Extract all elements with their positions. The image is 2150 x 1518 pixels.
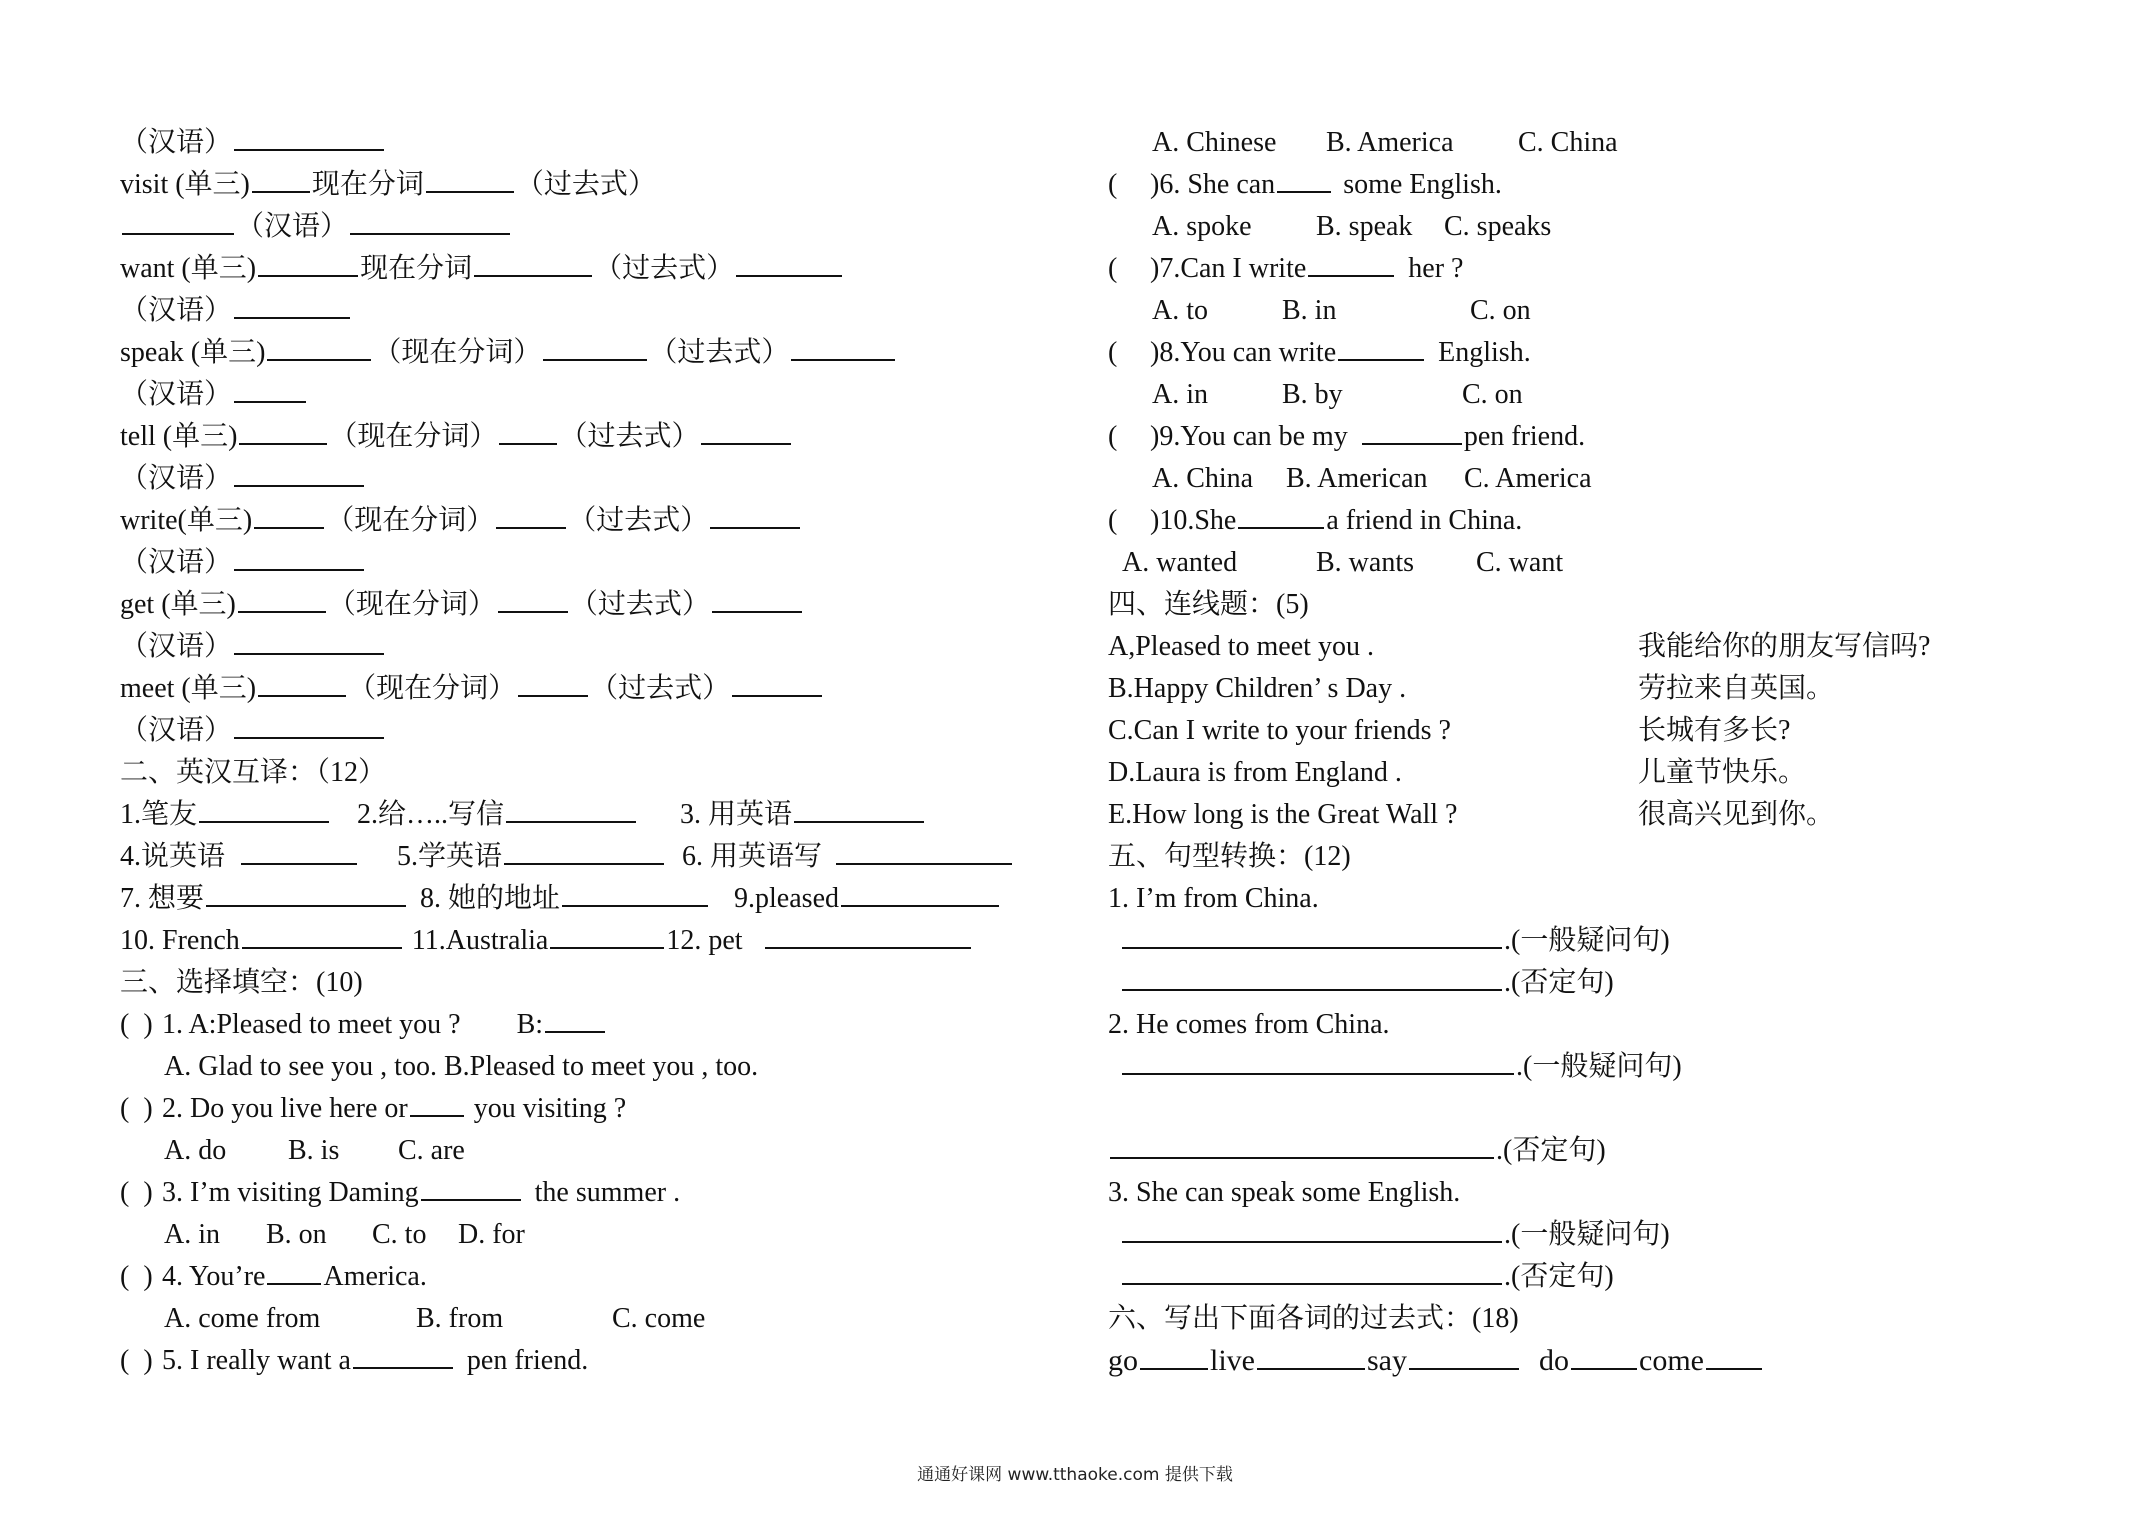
answer-blank[interactable]	[1409, 1342, 1519, 1370]
answer-blank[interactable]	[496, 501, 566, 529]
right-column	[1108, 122, 2108, 1382]
sentence: 3. She can speak some English.	[1108, 1177, 1461, 1208]
answer-blank[interactable]	[426, 165, 514, 193]
answer-blank[interactable]	[199, 795, 329, 823]
answer-blank[interactable]	[562, 879, 708, 907]
word-line: meet (单三) （现在分词） （过去式）	[120, 668, 1050, 710]
answer-blank[interactable]	[543, 333, 647, 361]
paren-close: )	[143, 1345, 153, 1376]
answer-blank[interactable]	[765, 921, 971, 949]
answer-blank[interactable]	[545, 1005, 605, 1033]
answer-blank[interactable]	[267, 333, 371, 361]
answer-blank[interactable]	[498, 585, 568, 613]
paren-close: )	[143, 1177, 153, 1208]
answer-blank[interactable]	[1140, 1342, 1208, 1370]
options: A. spoke B. speak C. speaks	[1152, 211, 1552, 242]
options: A. do B. is C. are	[164, 1135, 465, 1166]
word-line: （汉语）	[120, 458, 1050, 500]
section-title: 四、连线题：(5)	[1108, 589, 1309, 620]
translation-row: 4.说英语 5.学英语 6. 用英语写	[120, 836, 1050, 878]
answer-blank[interactable]	[1308, 249, 1394, 277]
options: A. Chinese B. America C. China	[1152, 127, 1618, 158]
question-6: ( )6. She can some English.	[1108, 164, 2108, 206]
answer-blank[interactable]	[1706, 1342, 1762, 1370]
answer-blank[interactable]	[794, 795, 924, 823]
past-tense-row: go live say do come	[1108, 1340, 2108, 1382]
answer-blank[interactable]	[252, 165, 310, 193]
answer-blank[interactable]	[841, 879, 999, 907]
translation-row: 7. 想要 8. 她的地址 9.pleased	[120, 878, 1050, 920]
match-row: E.How long is the Great Wall ? 很高兴见到你。	[1108, 799, 1835, 830]
transform-line: .(否定句)	[1108, 962, 2108, 1004]
word-line: （汉语）	[120, 626, 1050, 668]
answer-blank[interactable]	[234, 459, 364, 487]
answer-blank[interactable]	[1110, 1131, 1494, 1159]
section-title: 二、英汉互译：（12）	[120, 757, 387, 788]
answer-blank[interactable]	[1122, 921, 1502, 949]
options: A. in B. on C. to D. for	[164, 1219, 525, 1250]
answer-blank[interactable]	[206, 879, 406, 907]
left-column	[120, 122, 1050, 1382]
answer-blank[interactable]	[791, 333, 895, 361]
match-row: C.Can I write to your friends ? 长城有多长?	[1108, 715, 1791, 746]
word-line: visit (单三) 现在分词 （过去式）	[120, 164, 1050, 206]
answer-blank[interactable]	[1277, 165, 1331, 193]
answer-blank[interactable]	[499, 417, 557, 445]
answer-blank[interactable]	[254, 501, 324, 529]
answer-blank[interactable]	[1238, 501, 1324, 529]
translation-row: 10. French 11.Australia 12. pet	[120, 920, 1050, 962]
options: A. to B. in C. on	[1152, 295, 1531, 326]
section-title: 三、选择填空：(10)	[120, 967, 363, 998]
answer-blank[interactable]	[421, 1173, 521, 1201]
sentence: 1. I’m from China.	[1108, 883, 1319, 914]
answer-blank[interactable]	[258, 669, 346, 697]
match-row: B.Happy Children’ s Day . 劳拉来自英国。	[1108, 673, 1835, 704]
paren-close: )	[143, 1093, 153, 1124]
transform-line: .(否定句)	[1108, 1256, 2108, 1298]
paren-close: )	[143, 1009, 153, 1040]
question-2: ( ) 2. Do you live here or you visiting ?	[120, 1088, 1050, 1130]
question-9: ( )9.You can be my pen friend.	[1108, 416, 2108, 458]
transform-line: .(否定句)	[1108, 1130, 2108, 1172]
translation-row: 1.笔友 2.给…..写信 3. 用英语	[120, 794, 1050, 836]
answer-blank[interactable]	[234, 543, 364, 571]
spacer	[1108, 1088, 2108, 1130]
answer-blank[interactable]	[234, 291, 350, 319]
question-7: ( )7.Can I write her ?	[1108, 248, 2108, 290]
answer-blank[interactable]	[122, 207, 234, 235]
answer-blank[interactable]	[234, 627, 384, 655]
word-line: （汉语）	[120, 542, 1050, 584]
answer-blank[interactable]	[234, 123, 384, 151]
answer-blank[interactable]	[234, 375, 306, 403]
word-line: tell (单三) （现在分词） （过去式）	[120, 416, 1050, 458]
answer-blank[interactable]	[732, 669, 822, 697]
question-8: ( )8.You can write English.	[1108, 332, 2108, 374]
footer: 通通好课网 www.tthaoke.com 提供下载	[917, 1465, 1233, 1485]
answer-blank[interactable]	[234, 711, 384, 739]
answer-blank[interactable]	[518, 669, 588, 697]
match-row: D.Laura is from England . 儿童节快乐。	[1108, 757, 1807, 788]
word-line: write(单三) （现在分词） （过去式）	[120, 500, 1050, 542]
word-line: （汉语）	[120, 290, 1050, 332]
answer-blank[interactable]	[504, 837, 664, 865]
answer-blank[interactable]	[1338, 333, 1424, 361]
question-1: ( ) 1. A:Pleased to meet you ? B:	[120, 1004, 1050, 1046]
transform-line: .(一般疑问句)	[1108, 920, 2108, 962]
word-line: （汉语）	[120, 206, 1050, 248]
transform-line: .(一般疑问句)	[1108, 1214, 2108, 1256]
word-line: get (单三) （现在分词） （过去式）	[120, 584, 1050, 626]
answer-blank[interactable]	[1122, 1215, 1502, 1243]
answer-blank[interactable]	[267, 1257, 321, 1285]
answer-blank[interactable]	[238, 585, 326, 613]
options: A. come from B. from C. come	[164, 1303, 706, 1334]
options: A. wanted B. wants C. want	[1122, 547, 1564, 578]
answer-blank[interactable]	[1571, 1342, 1637, 1370]
answer-blank[interactable]	[241, 837, 357, 865]
answer-blank[interactable]	[258, 249, 358, 277]
word-line: want (单三) 现在分词 （过去式）	[120, 248, 1050, 290]
match-row: A,Pleased to meet you . 我能给你的朋友写信吗?	[1108, 631, 1931, 662]
answer-blank[interactable]	[550, 921, 664, 949]
answer-blank[interactable]	[710, 501, 800, 529]
answer-blank[interactable]	[1257, 1342, 1365, 1370]
options: A. Glad to see you , too. B.Pleased to meet you , too.	[164, 1051, 759, 1082]
answer-blank[interactable]	[353, 1341, 453, 1369]
section-title: 六、写出下面各词的过去式：(18)	[1108, 1303, 1519, 1334]
section-title: 五、句型转换：(12)	[1108, 841, 1351, 872]
answer-blank[interactable]	[506, 795, 636, 823]
transform-line: .(一般疑问句)	[1108, 1046, 2108, 1088]
answer-blank[interactable]	[239, 417, 327, 445]
paren-close: )	[143, 1261, 153, 1292]
answer-blank[interactable]	[712, 585, 802, 613]
sentence: 2. He comes from China.	[1108, 1009, 1390, 1040]
answer-blank[interactable]	[836, 837, 1012, 865]
question-4: ( ) 4. You’re America.	[120, 1256, 1050, 1298]
question-10: ( )10.She a friend in China.	[1108, 500, 2108, 542]
question-3: ( ) 3. I’m visiting Daming the summer .	[120, 1172, 1050, 1214]
options: A. in B. by C. on	[1152, 379, 1523, 410]
word-line: （汉语）	[120, 710, 1050, 752]
answer-blank[interactable]	[410, 1089, 464, 1117]
answer-blank[interactable]	[1362, 417, 1462, 445]
word-line: （汉语）	[120, 374, 1050, 416]
answer-blank[interactable]	[1122, 1257, 1502, 1285]
answer-blank[interactable]	[1122, 1047, 1514, 1075]
answer-blank[interactable]	[474, 249, 592, 277]
answer-blank[interactable]	[242, 921, 402, 949]
word-line: speak (单三) （现在分词） （过去式）	[120, 332, 1050, 374]
question-5: ( ) 5. I really want a pen friend.	[120, 1340, 1050, 1382]
answer-blank[interactable]	[350, 207, 510, 235]
word-line: （汉语）	[120, 122, 1050, 164]
answer-blank[interactable]	[736, 249, 842, 277]
answer-blank[interactable]	[1122, 963, 1502, 991]
answer-blank[interactable]	[701, 417, 791, 445]
options: A. China B. American C. America	[1152, 463, 1592, 494]
